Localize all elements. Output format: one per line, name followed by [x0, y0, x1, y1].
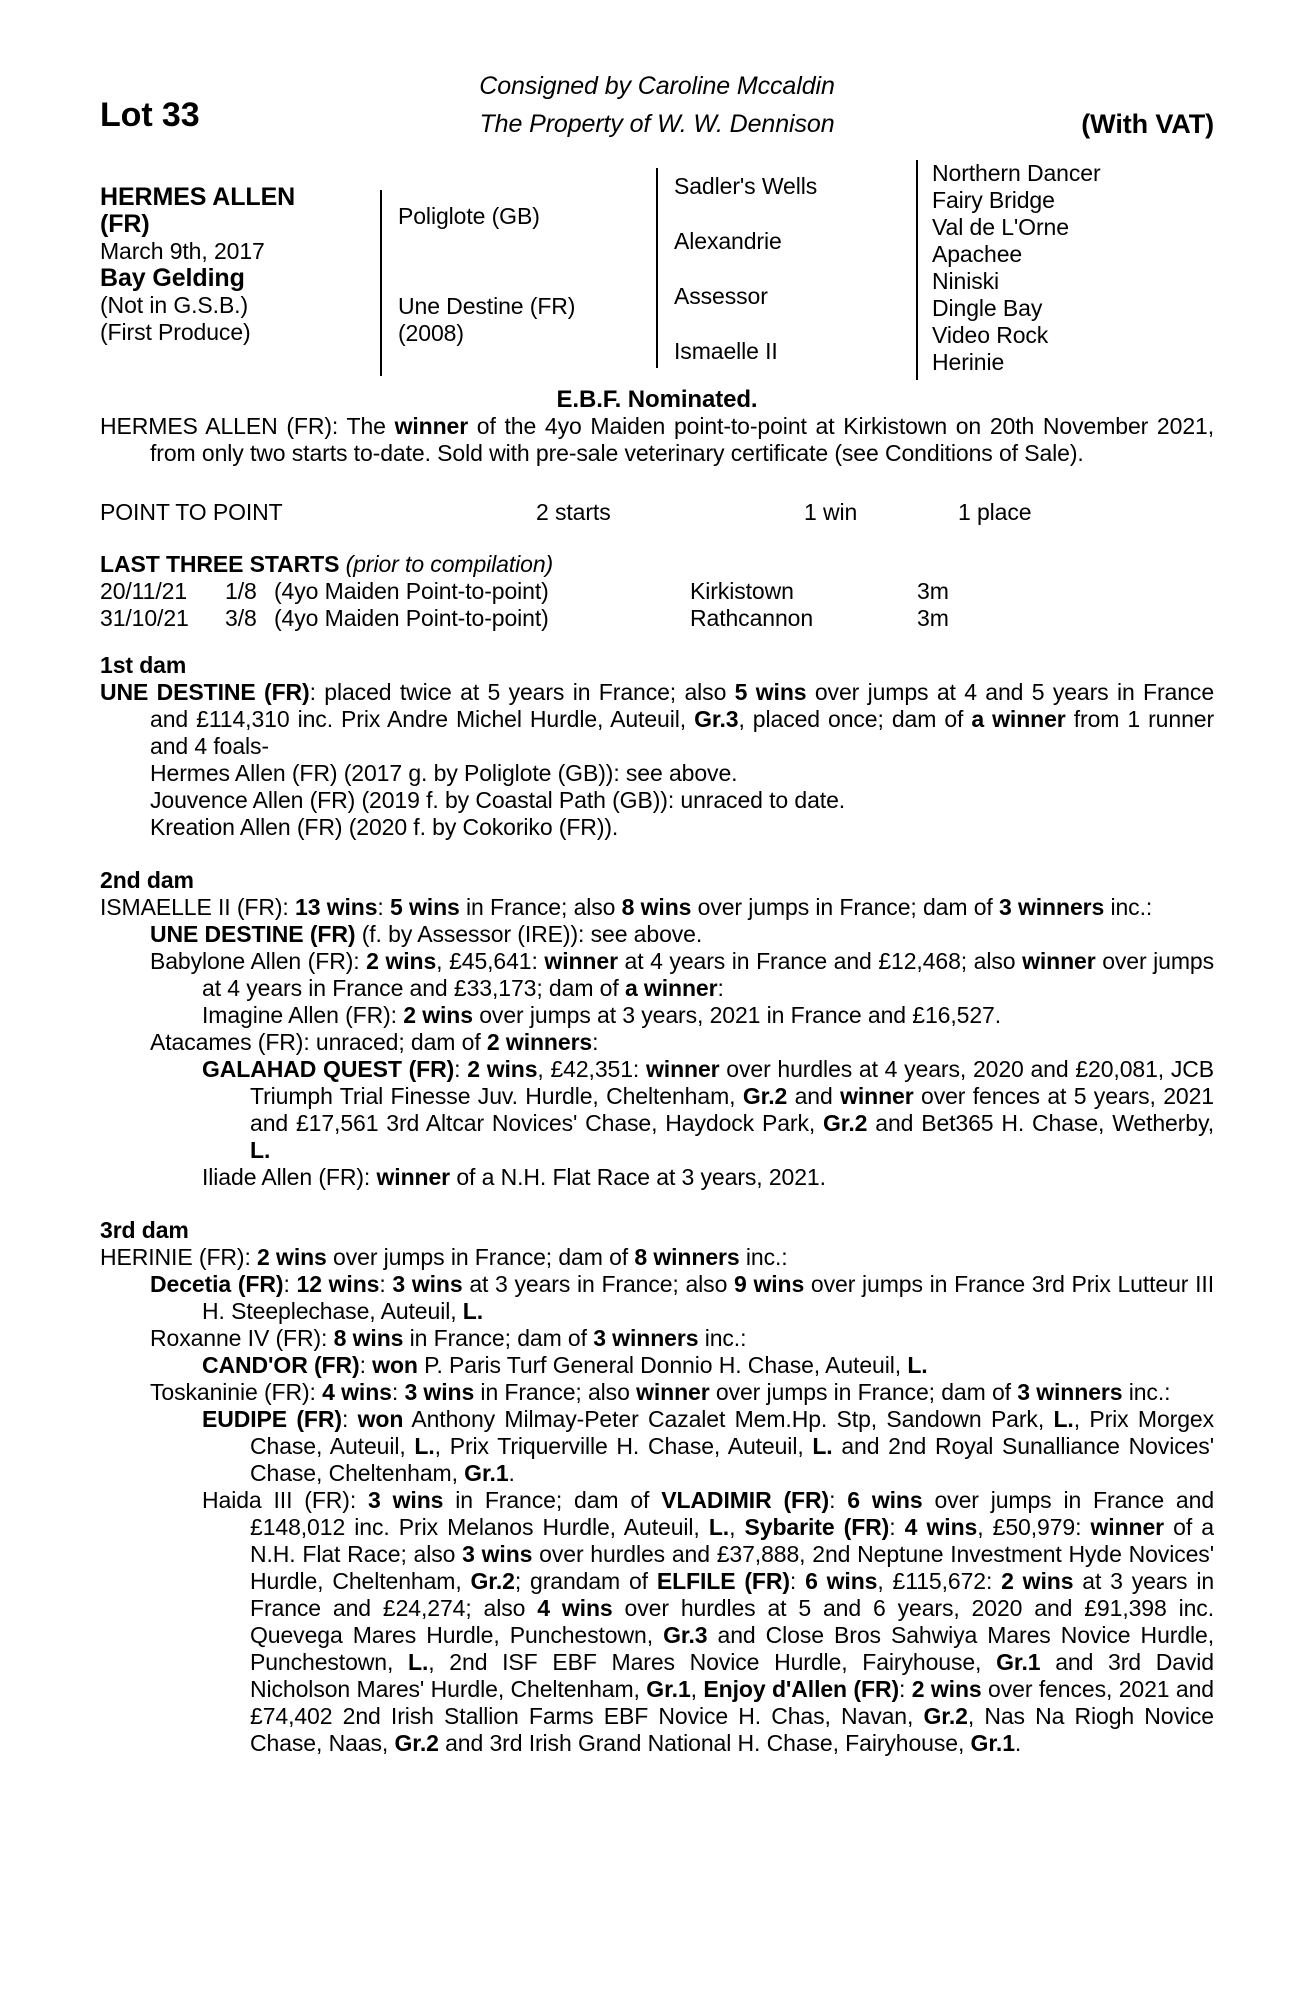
title-row	[100, 96, 1214, 158]
text: at 3 years in France; also	[462, 1271, 735, 1297]
text: over fences at 5 years, 2021 and £17,561 3rd Altcar Novices' Chase, Haydock Park,	[250, 1083, 1214, 1136]
ptp-places: 1 place	[958, 499, 1032, 525]
text: :	[391, 1379, 405, 1405]
text: inc.:	[739, 1244, 788, 1270]
bold-text: 2 wins	[366, 948, 437, 974]
bold-text: Decetia (FR)	[150, 1271, 284, 1297]
text: Atacames (FR): unraced; dam of	[150, 1029, 487, 1055]
great-grandparent-name: Video Rock	[932, 322, 1049, 348]
pedigree-paragraph	[100, 1002, 1214, 1029]
bold-text: 2 wins	[257, 1244, 327, 1270]
bold-text: L.	[907, 1352, 928, 1378]
text: Roxanne IV (FR):	[150, 1325, 334, 1351]
text: (f. by Assessor (IRE)): see above.	[355, 921, 703, 947]
text: : placed twice at 5 years in France; also	[309, 679, 735, 705]
grandparent-name: Assessor	[674, 283, 768, 309]
sire-name	[398, 203, 648, 230]
great-grandparent-name: Northern Dancer	[932, 160, 1101, 186]
text: Anthony Milmay-Peter Cazalet Mem.Hp. Stp, Sandown Park,	[403, 1406, 1054, 1432]
text: at 4 years in France and £12,468; also	[617, 948, 1023, 974]
pedigree-paragraph	[100, 1487, 1214, 1757]
great-grandparent-name: Herinie	[932, 349, 1005, 375]
bold-text: 4 wins	[537, 1595, 613, 1621]
dam-section-title: 3rd dam	[100, 1217, 189, 1243]
race-date: 31/10/21	[100, 605, 189, 631]
text: .	[508, 1460, 515, 1486]
bold-text: 6 wins	[847, 1487, 923, 1513]
text: in France; dam of	[403, 1325, 594, 1351]
text: ISMAELLE II (FR):	[100, 894, 296, 920]
bold-text: won	[372, 1352, 418, 1378]
great-grandparent-name: Fairy Bridge	[932, 187, 1055, 213]
text: HERINIE (FR):	[100, 1244, 258, 1270]
text: and 3rd Irish Grand National H. Chase, Fairyhouse,	[438, 1730, 971, 1756]
bold-text: winner	[394, 413, 469, 439]
bold-text: 13 wins	[295, 894, 378, 920]
pedigree-paragraph	[100, 1352, 1214, 1379]
bold-text: Gr.1	[646, 1676, 691, 1702]
bold-text: UNE DESTINE (FR)	[150, 921, 356, 947]
horse-name-line: March 9th, 2017	[100, 238, 265, 264]
text: inc.:	[698, 1325, 747, 1351]
text: over jumps at 4 years in France and £33,173; dam of	[202, 948, 1214, 1001]
bold-text: L.	[812, 1433, 833, 1459]
horse-name-line: (FR)	[100, 210, 150, 238]
text: over fences, 2021 and £74,402 2nd Irish Stallion Farms EBF Novice H. Chas, Navan,	[250, 1676, 1214, 1729]
property-line: The Property of W. W. Dennison	[479, 110, 835, 138]
bold-text: winner	[544, 948, 618, 974]
text: in France; also	[459, 894, 622, 920]
text: :	[592, 1029, 599, 1055]
text: in France; dam of	[443, 1487, 662, 1513]
dam-section	[100, 652, 1214, 841]
text: , Nas Na Riogh Novice Chase, Naas,	[250, 1703, 1215, 1756]
dam-sections	[100, 652, 1214, 1757]
consignor-line: Consigned by Caroline Mccaldin	[479, 72, 835, 100]
bold-text: L.	[708, 1514, 730, 1540]
text: , 2nd ISF EBF Mares Novice Hurdle, Fairyhouse,	[428, 1649, 997, 1675]
race-result-row	[100, 578, 1214, 605]
pedigree-paragraph	[100, 1379, 1214, 1406]
text: HERMES ALLEN (FR): The	[100, 413, 395, 439]
text: over jumps in France 3rd Prix Lutteur III H. Steeplechase, Auteuil,	[202, 1271, 1214, 1324]
bold-text: L.	[408, 1649, 429, 1675]
great-grandparent-name: Val de L'Orne	[932, 214, 1069, 240]
bold-text: a winner	[971, 706, 1066, 732]
text: :	[829, 1487, 848, 1513]
race-result-row	[100, 605, 1214, 632]
pedigree-paragraph	[100, 1244, 1214, 1271]
dam-section-title: 2nd dam	[100, 867, 194, 893]
point-to-point-record	[100, 499, 1214, 526]
bold-text: 3 wins	[392, 1271, 463, 1297]
text: over jumps at 4 and 5 years in France and £114,310 inc. Prix Andre Michel Hurdle, Auteuil,	[150, 679, 1215, 732]
grandparent-name: Alexandrie	[674, 228, 782, 254]
ptp-label: POINT TO POINT	[100, 499, 283, 525]
race-distance: 3m	[917, 605, 949, 631]
bold-text: Gr.3	[663, 1622, 708, 1648]
text: of a N.H. Flat Race; also	[250, 1514, 1214, 1567]
great-grandparent-name: Niniski	[932, 268, 1000, 294]
pedigree-grandparents-column	[656, 168, 912, 368]
ebf-nominated-note: E.B.F. Nominated.	[556, 386, 758, 413]
text: , placed once; dam of	[738, 706, 972, 732]
text: :	[454, 1056, 468, 1082]
dam-section	[100, 1217, 1214, 1757]
bold-text: 2 wins	[467, 1056, 538, 1082]
bold-text: Gr.2	[394, 1730, 439, 1756]
horse-name-block	[100, 184, 372, 346]
ptp-starts: 2 starts	[536, 499, 611, 525]
bold-text: Gr.3	[694, 706, 739, 732]
text: and Bet365 H. Chase, Wetherby,	[867, 1110, 1214, 1136]
ancestor-year: (2008)	[398, 320, 464, 346]
horse-name-line: (First Produce)	[100, 319, 251, 345]
text: over jumps at 3 years, 2021 in France and £16,527.	[472, 1002, 1002, 1028]
last-three-starts	[100, 551, 1214, 632]
text: :	[789, 1568, 806, 1594]
bold-text: ELFILE (FR)	[656, 1568, 790, 1594]
bold-text: 4 wins	[904, 1514, 978, 1540]
bold-text: Enjoy d'Allen (FR)	[703, 1676, 900, 1702]
text: inc.:	[1122, 1379, 1171, 1405]
bold-text: winner	[636, 1379, 710, 1405]
pedigree-paragraph	[100, 1056, 1214, 1164]
text: over hurdles at 5 and 6 years, 2020 and £91,398 inc. Quevega Mares Hurdle, Punchestown,	[250, 1595, 1214, 1648]
bold-text: Sybarite (FR)	[744, 1514, 890, 1540]
text: of the 4yo Maiden point-to-point at Kirkistown on 20th November 2021, from only two starts to-date. Sold with pre-sale veterinary certificate (see Conditions of Sale).	[150, 413, 1214, 466]
bold-text: EUDIPE (FR)	[202, 1406, 342, 1432]
bold-text: won	[357, 1406, 404, 1432]
last-three-starts-rows	[100, 578, 1214, 632]
text: :	[283, 1271, 297, 1297]
last-three-starts-title: LAST THREE STARTS	[100, 551, 340, 577]
bold-text: 3 winners	[593, 1325, 699, 1351]
bold-text: L.	[414, 1433, 435, 1459]
text: and Close Bros Sahwiya Mares Novice Hurdle, Punchestown,	[250, 1622, 1214, 1675]
text: Kreation Allen (FR) (2020 f. by Cokoriko (FR)).	[150, 814, 619, 840]
text: , £50,979:	[977, 1514, 1091, 1540]
text: Toskaninie (FR):	[150, 1379, 323, 1405]
pedigree-paragraph	[100, 1325, 1214, 1352]
dam-name	[398, 293, 648, 347]
bold-text: winner	[1090, 1514, 1165, 1540]
text: , Prix Morgex Chase, Auteuil,	[250, 1406, 1214, 1459]
text: :	[899, 1676, 912, 1702]
bold-text: Gr.2	[823, 1110, 868, 1136]
bold-text: L.	[462, 1298, 484, 1324]
pedigree-paragraph	[100, 760, 1214, 787]
pedigree-paragraph	[100, 1271, 1214, 1325]
bold-text: winner	[646, 1056, 720, 1082]
great-grandparent-name: Apachee	[932, 241, 1023, 267]
bold-text: 3 winners	[998, 894, 1105, 920]
text: and 2nd Royal Sunalliance Novices' Chase, Cheltenham,	[250, 1433, 1214, 1486]
text: of a N.H. Flat Race at 3 years, 2021.	[450, 1164, 826, 1190]
race-distance: 3m	[917, 578, 949, 604]
pedigree-great-grandparents-column	[916, 160, 1214, 380]
horse-name-line: Bay Gelding	[100, 264, 245, 292]
intro-paragraph	[100, 413, 1214, 467]
horse-name-line: HERMES ALLEN	[100, 183, 296, 211]
bold-text: 9 wins	[734, 1271, 805, 1297]
bold-text: winner	[376, 1164, 451, 1190]
text: :	[889, 1514, 905, 1540]
bold-text: 8 wins	[621, 894, 692, 920]
text: from 1 runner and 4 foals-	[150, 706, 1215, 759]
grandparent-name: Ismaelle II	[674, 338, 778, 364]
text: over jumps in France and £148,012 inc. Prix Melanos Hurdle, Auteuil,	[250, 1487, 1215, 1540]
text: , £115,672:	[877, 1568, 1002, 1594]
text: :	[341, 1406, 358, 1432]
text: Jouvence Allen (FR) (2019 f. by Coastal Path (GB)): unraced to date.	[150, 787, 846, 813]
bold-text: 3 wins	[404, 1379, 475, 1405]
text: .	[1014, 1730, 1022, 1756]
text: Imagine Allen (FR):	[202, 1002, 404, 1028]
pedigree-paragraph	[100, 1164, 1214, 1191]
bold-text: L.	[250, 1137, 271, 1163]
horse-name-line: (Not in G.S.B.)	[100, 292, 249, 318]
ptp-wins: 1 win	[804, 499, 858, 525]
vat-note: (With VAT)	[1081, 109, 1214, 139]
text: over hurdles at 4 years, 2020 and £20,081, JCB Triumph Trial Finesse Juv. Hurdle, Cheltenham,	[250, 1056, 1214, 1109]
text: over jumps in France; dam of	[709, 1379, 1018, 1405]
text: :	[359, 1352, 373, 1378]
text: , £42,351:	[537, 1056, 646, 1082]
race-name: (4yo Maiden Point-to-point)	[274, 578, 549, 604]
text: Hermes Allen (FR) (2017 g. by Poliglote (GB)): see above.	[150, 760, 738, 786]
text: Haida III (FR):	[202, 1487, 369, 1513]
ancestor-name: Une Destine (FR)	[398, 293, 576, 319]
pedigree-paragraph	[100, 948, 1214, 1002]
bold-text: 2 wins	[911, 1676, 982, 1702]
bold-text: Gr.2	[742, 1083, 788, 1109]
bold-text: 3 wins	[368, 1487, 444, 1513]
last-three-starts-note: (prior to compilation)	[345, 551, 554, 577]
race-position: 3/8	[225, 605, 257, 631]
bold-text: VLADIMIR (FR)	[661, 1487, 830, 1513]
bold-text: 12 wins	[296, 1271, 380, 1297]
text: over jumps in France; dam of	[691, 894, 999, 920]
race-date: 20/11/21	[100, 578, 188, 604]
text: , Prix Triquerville H. Chase, Auteuil,	[434, 1433, 813, 1459]
text: Iliade Allen (FR):	[202, 1164, 377, 1190]
bold-text: Gr.2	[470, 1568, 515, 1594]
bold-text: 2 winners	[486, 1029, 593, 1055]
ancestor-name: Poliglote (GB)	[398, 203, 540, 229]
bold-text: 6 wins	[805, 1568, 878, 1594]
dam-section	[100, 867, 1214, 1191]
text: , £45,641:	[436, 948, 545, 974]
bold-text: CAND'OR (FR)	[202, 1352, 360, 1378]
pedigree-table	[100, 158, 1214, 386]
pedigree-paragraph	[100, 894, 1214, 921]
bold-text: 8 wins	[333, 1325, 404, 1351]
text: :	[377, 894, 391, 920]
bold-text: 5 wins	[390, 894, 460, 920]
last-three-starts-heading	[100, 551, 1214, 578]
great-grandparent-name: Dingle Bay	[932, 295, 1043, 321]
dam-section-title: 1st dam	[100, 652, 187, 678]
bold-text: 2 wins	[1001, 1568, 1074, 1594]
bold-text: GALAHAD QUEST (FR)	[202, 1056, 455, 1082]
text: and	[787, 1083, 841, 1109]
pedigree-paragraph	[100, 787, 1214, 814]
bold-text: winner	[840, 1083, 914, 1109]
bold-text: 2 wins	[403, 1002, 473, 1028]
text: ; grandam of	[514, 1568, 657, 1594]
bold-text: L.	[1053, 1406, 1074, 1432]
text: and 3rd David Nicholson Mares' Hurdle, Cheltenham,	[250, 1649, 1214, 1702]
bold-text: Gr.1	[996, 1649, 1041, 1675]
race-position: 1/8	[225, 578, 257, 604]
race-course: Kirkistown	[690, 578, 794, 604]
bold-text: Gr.1	[970, 1730, 1015, 1756]
pedigree-paragraph	[100, 679, 1214, 760]
text: ,	[729, 1514, 745, 1540]
bold-text: 3 wins	[462, 1541, 533, 1567]
bold-text: Gr.1	[464, 1460, 509, 1486]
lot-number: Lot 33	[100, 96, 200, 134]
pedigree-paragraph	[100, 814, 1214, 841]
text: at 3 years in France and £24,274; also	[250, 1568, 1215, 1621]
bold-text: 5 wins	[734, 679, 807, 705]
pedigree-paragraph	[100, 1406, 1214, 1487]
race-name: (4yo Maiden Point-to-point)	[274, 605, 549, 631]
text: ,	[690, 1676, 704, 1702]
pedigree-paragraph	[100, 921, 1214, 948]
grandparent-name: Sadler's Wells	[674, 173, 818, 199]
bold-text: 3 winners	[1017, 1379, 1123, 1405]
text: Babylone Allen (FR):	[150, 948, 367, 974]
pedigree-paragraph	[100, 1029, 1214, 1056]
text: over jumps in France; dam of	[326, 1244, 635, 1270]
bold-text: a winner	[624, 975, 718, 1001]
text: P. Paris Turf General Donnio H. Chase, Auteuil,	[417, 1352, 908, 1378]
text: inc.:	[1104, 894, 1153, 920]
page-content	[100, 0, 1214, 1757]
bold-text: UNE DESTINE (FR)	[100, 679, 310, 705]
text: :	[379, 1271, 393, 1297]
text: in France; also	[474, 1379, 637, 1405]
text: over hurdles and £37,888, 2nd Neptune Investment Hyde Novices' Hurdle, Cheltenham,	[250, 1541, 1214, 1594]
text: :	[717, 975, 724, 1001]
bold-text: Gr.2	[923, 1703, 968, 1729]
pedigree-parents-column	[380, 190, 652, 376]
bold-text: winner	[1022, 948, 1096, 974]
bold-text: 4 wins	[322, 1379, 392, 1405]
race-course: Rathcannon	[690, 605, 814, 631]
bold-text: 8 winners	[634, 1244, 740, 1270]
